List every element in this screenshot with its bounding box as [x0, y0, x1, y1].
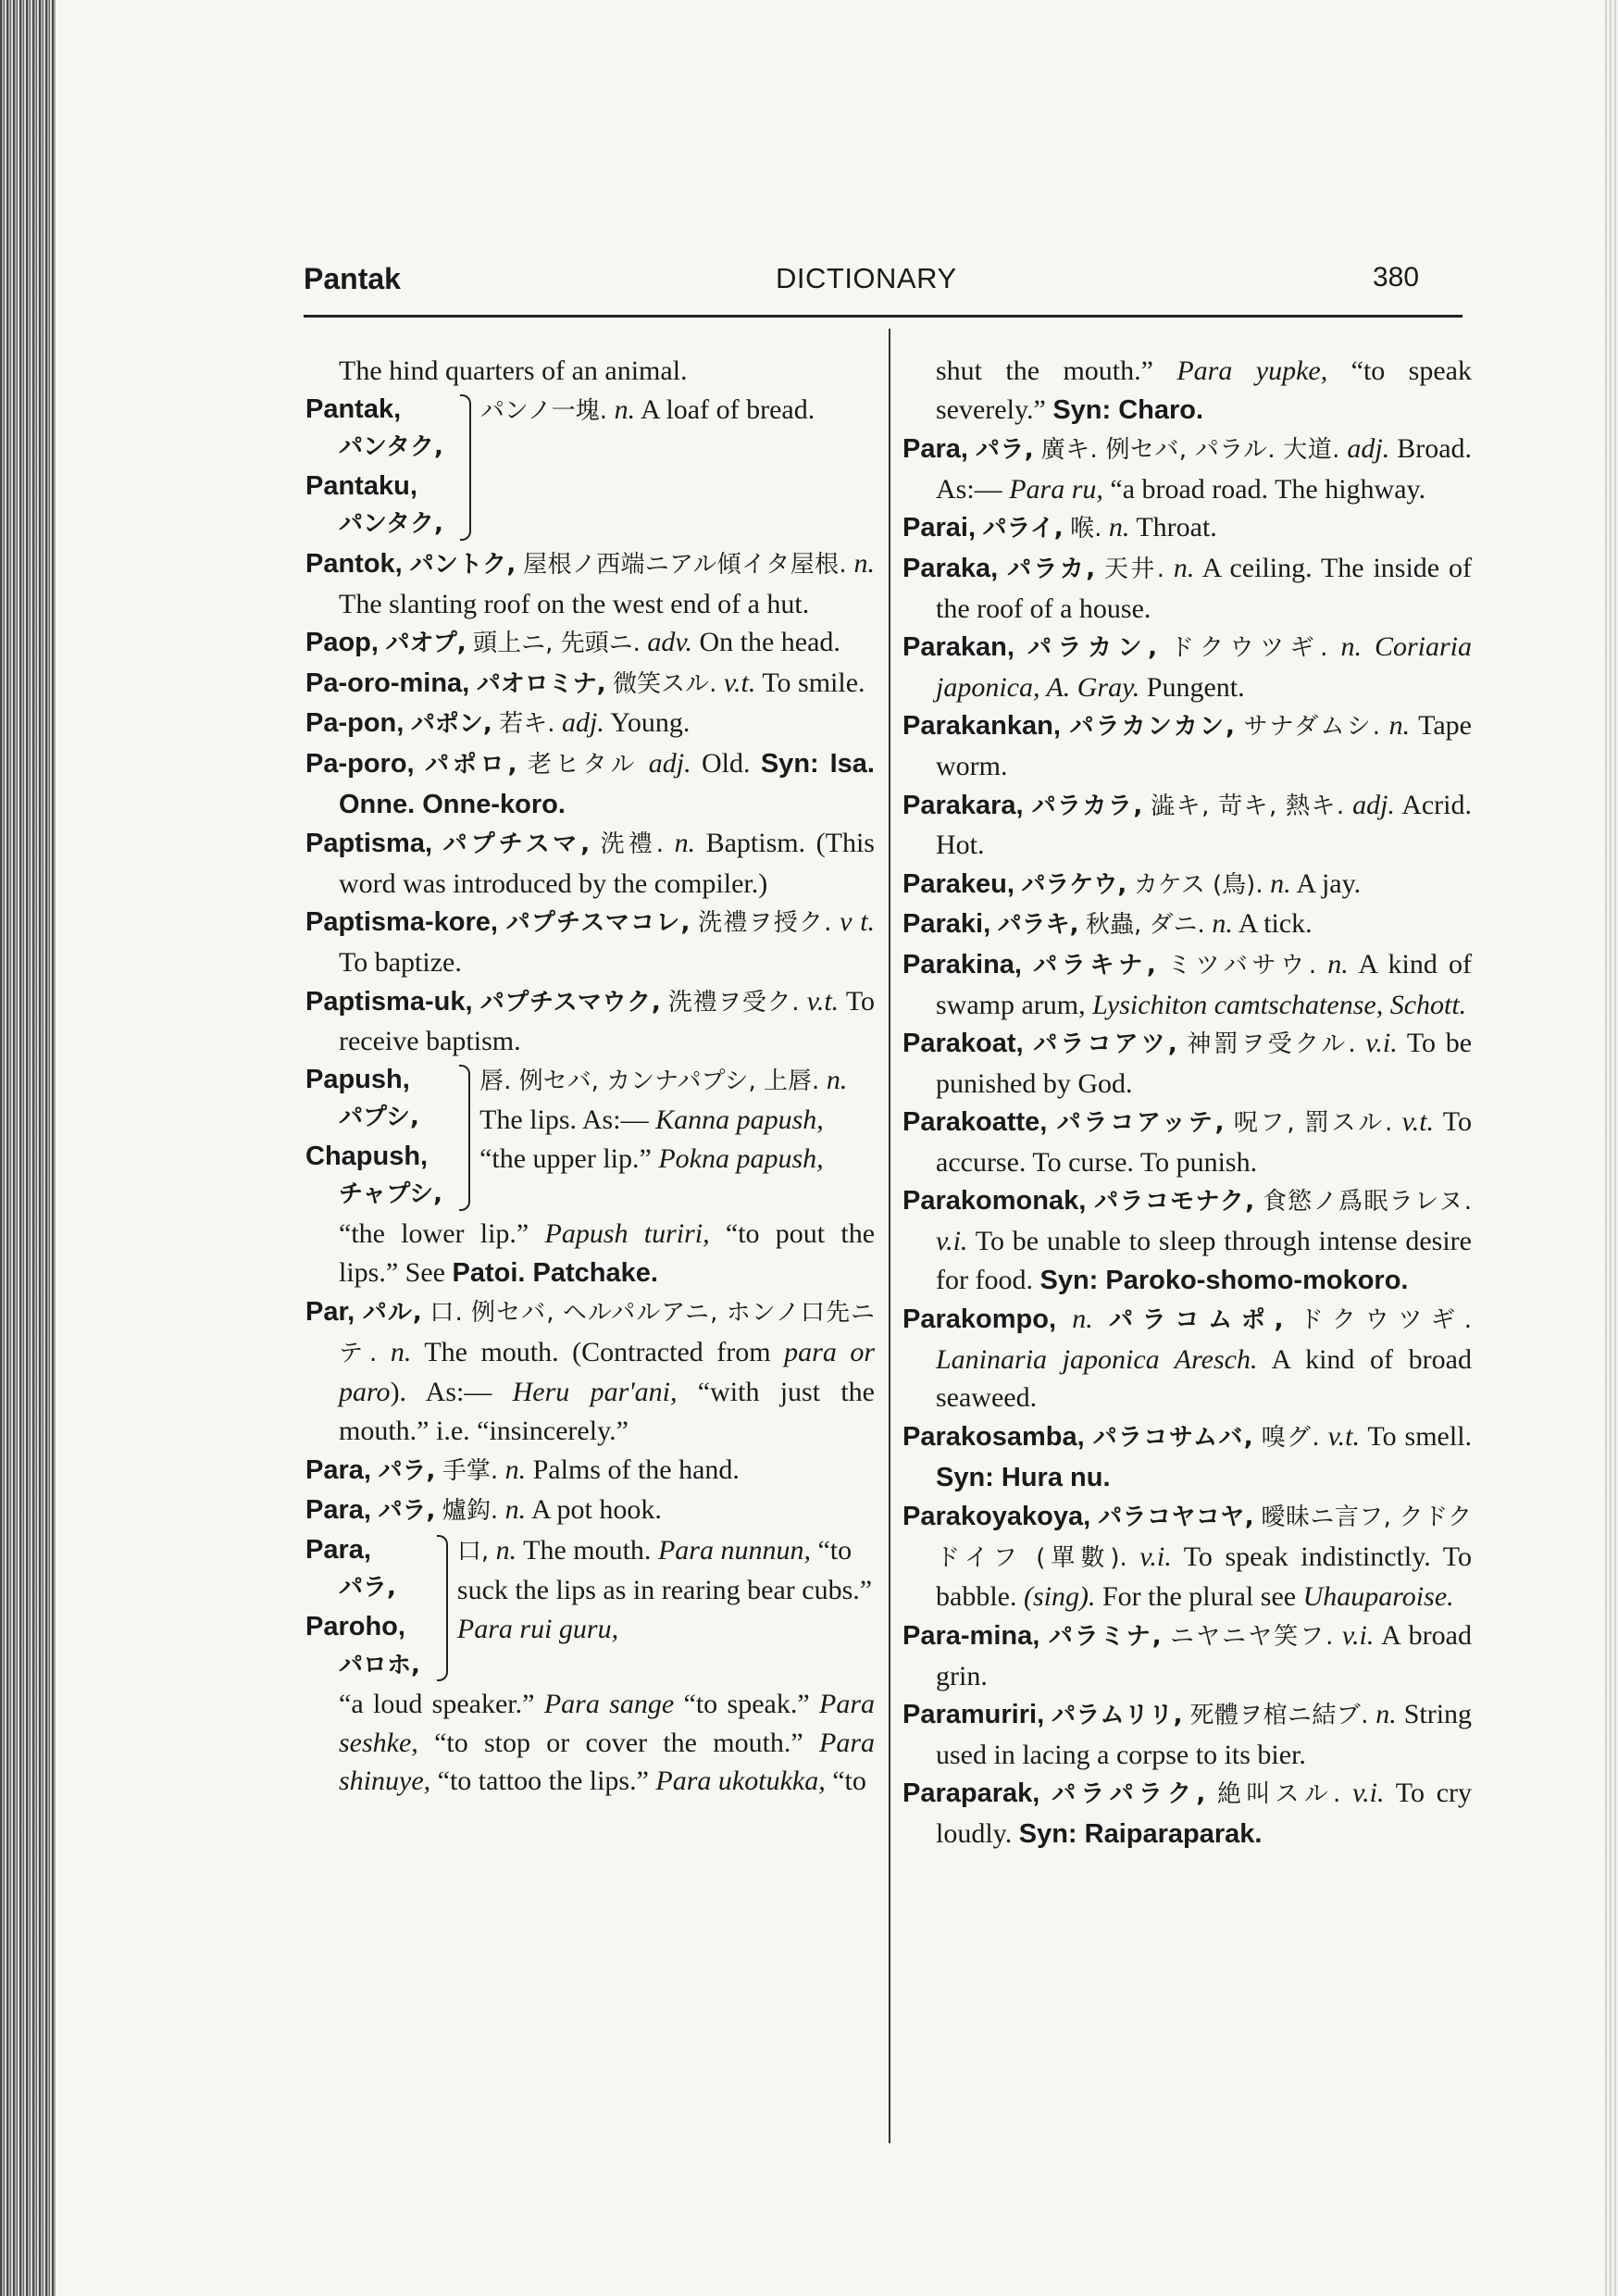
entry-parakeu: Parakeu, パラケウ, カケス (鳥). n. A jay.: [902, 867, 1362, 899]
synonyms: Syn: Isa. Onne. Onne-koro.: [339, 748, 875, 819]
entry-paraka: Paraka, パラカ, 天井. n. A ceiling. The inside of the roof of a house.: [902, 552, 1472, 624]
entry-paptisma: Paptisma, パプチスマ, 洗禮. n. Baptism. (This word was introduced by the compiler.): [305, 828, 875, 899]
entry-paramuriri: Paramuriri, パラムリリ, 死體ヲ棺ニ結ブ. n. String used in lacing a corpse to its bier.: [902, 1699, 1473, 1770]
scan-binding-edge: [0, 0, 56, 2296]
continued-definition: The hind quarters of an animal.: [339, 356, 688, 386]
entry-para-mouth: Para, パラ, Paroho, パロホ, 口, n. The mouth. Para nunnun, “to suck the lips as in rearing bear cubs.” Para rui guru,: [305, 1531, 875, 1685]
right-column: [902, 352, 1472, 1854]
brace-bracket: [455, 1061, 472, 1215]
brace-bracket: [433, 1531, 450, 1685]
entry-papush: Papush, パプシ, Chapush, チャプシ, 唇. 例セバ, カンナパプシ, 上唇. n. The lips. As:— Kanna papush, “the upper lip.” Pokna papush,: [305, 1061, 875, 1215]
entry-parakosamba: Parakosamba, パラコサムバ, 嗅グ. v.t. To smell. Syn: Hura nu.: [902, 1421, 1473, 1492]
entry-paptisma-kore: Paptisma-kore, パプチスマコレ, 洗禮ヲ授ク. v t. To baptize.: [305, 906, 876, 978]
entry-paop: Paop, パオプ, 頭上ニ, 先頭ニ. adv. On the head.: [305, 627, 840, 658]
entry-parakankan: Parakankan, パラカンカン, サナダムシ. n. Tape worm.: [902, 710, 1472, 781]
entry-pantok: Pantok, パントク, 屋根ノ西端ニアル傾イタ屋根. n. The slanting roof on the west end of a hut.: [305, 547, 876, 619]
entry-para-mouth-continued: “a loud speaker.” Para sange “to speak.” Para seshke, “to stop or cover the mouth.” Para shinuye, “to tattoo the lips.” Para ukotukka, “to: [339, 1689, 876, 1797]
entry-parakina: Parakina, パラキナ, ミツバサウ. n. A kind of swamp arum, Lysichiton camtschatense, Schott.: [902, 948, 1473, 1020]
entry-parakoatte: Parakoatte, パラコアッテ, 呪フ, 罰スル. v.t. To accurse. To curse. To punish.: [902, 1106, 1473, 1178]
entry-par: Par, パル, 口. 例セバ, ヘルパルアニ, ホンノ口先ニテ. n. The mouth. (Contracted from para or paro). As:— Heru par'ani, “with just the mouth.” i.e. “insincerely.”: [305, 1297, 876, 1447]
entry-paraki: Paraki, パラキ, 秋蟲, ダニ. n. A tick.: [902, 908, 1313, 940]
synonyms: Syn: Hura nu.: [936, 1462, 1111, 1492]
scan-right-edge: [1605, 0, 1618, 2296]
running-head-guide-word: Pantak: [304, 262, 401, 295]
continued-definition: shut the mouth.” Para yupke, “to speak severely.” Syn: Charo.: [936, 356, 1472, 425]
entry-parakan: Parakan, パラカン, ドクウツギ. n. Coriaria japonica, A. Gray. Pungent.: [902, 631, 1472, 703]
column-divider: [889, 329, 890, 2143]
entry-pa-poro: Pa-poro, パポロ, 老ヒタル adj. Old. Syn: Isa. Onne. Onne-koro.: [305, 747, 875, 819]
entry-papush-continued: “the lower lip.” Papush turiri, “to pout the lips.” See Patoi. Patchake.: [339, 1218, 876, 1288]
header-rule: [304, 315, 1462, 318]
entry-pa-oro-mina: Pa-oro-mina, パオロミナ, 微笑スル. v.t. To smile.: [305, 667, 865, 698]
entry-para-mina: Para-mina, パラミナ, ニヤニヤ笑フ. v.i. A broad grin.: [902, 1620, 1472, 1691]
running-head-title: DICTIONARY: [776, 262, 957, 294]
entry-parakoyakoya: Parakoyakoya, パラコヤコヤ, 曖昧ニ言フ, クドクドイフ (單數). v.i. To speak indistinctly. To babble. (sing). For the plural see Uhauparoise.: [902, 1502, 1472, 1613]
running-head: [304, 262, 1461, 308]
synonyms: Syn: Paroko-shomo-mokoro.: [1039, 1265, 1409, 1295]
entry-para-broad: Para, パラ, 廣キ. 例セバ, パラル. 大道. adj. Broad. As:— Para ru, “a broad road. The highway.: [902, 433, 1473, 505]
entry-parakara: Parakara, パラカラ, 澁キ, 苛キ, 熱キ. adj. Acrid. Hot.: [902, 789, 1473, 861]
left-column: [305, 352, 875, 1801]
synonyms: Syn: Raiparaparak.: [1018, 1818, 1263, 1849]
entry-parakompo: Parakompo, n. パラコムポ, ドクウツギ. Laninaria japonica Aresch. A kind of broad seaweed.: [902, 1304, 1473, 1414]
entry-parakoat: Parakoat, パラコアツ, 神罰ヲ受クル. v.i. To be punished by God.: [902, 1028, 1473, 1099]
entry-para-pot-hook: Para, パラ, 爐鈎. n. A pot hook.: [305, 1494, 662, 1526]
entry-para-palms: Para, パラ, 手掌. n. Palms of the hand.: [305, 1454, 740, 1485]
entry-pantak: Pantak, パンタク, Pantaku, パンタク, パンノ一塊. n. A loaf of bread.: [305, 391, 875, 544]
entry-parai: Parai, パライ, 喉. n. Throat.: [902, 512, 1217, 543]
entry-parakomonak: Parakomonak, パラコモナク, 食慾ノ爲眠ラレヌ. v.i. To be unable to sleep through intense desire for food. Syn: Paroko-shomo-mokoro.: [902, 1186, 1473, 1295]
entry-pa-pon: Pa-pon, パポン, 若キ. adj. Young.: [305, 707, 691, 739]
entry-paptisma-uk: Paptisma-uk, パプチスマウク, 洗禮ヲ受ク. v.t. To receive baptism.: [305, 985, 876, 1057]
brace-bracket: [456, 391, 473, 544]
page-number: 380: [1373, 262, 1420, 293]
entry-paraparak: Paraparak, パラパラク, 絶叫スル. v.i. To cry loudly. Syn: Raiparaparak.: [902, 1778, 1473, 1849]
